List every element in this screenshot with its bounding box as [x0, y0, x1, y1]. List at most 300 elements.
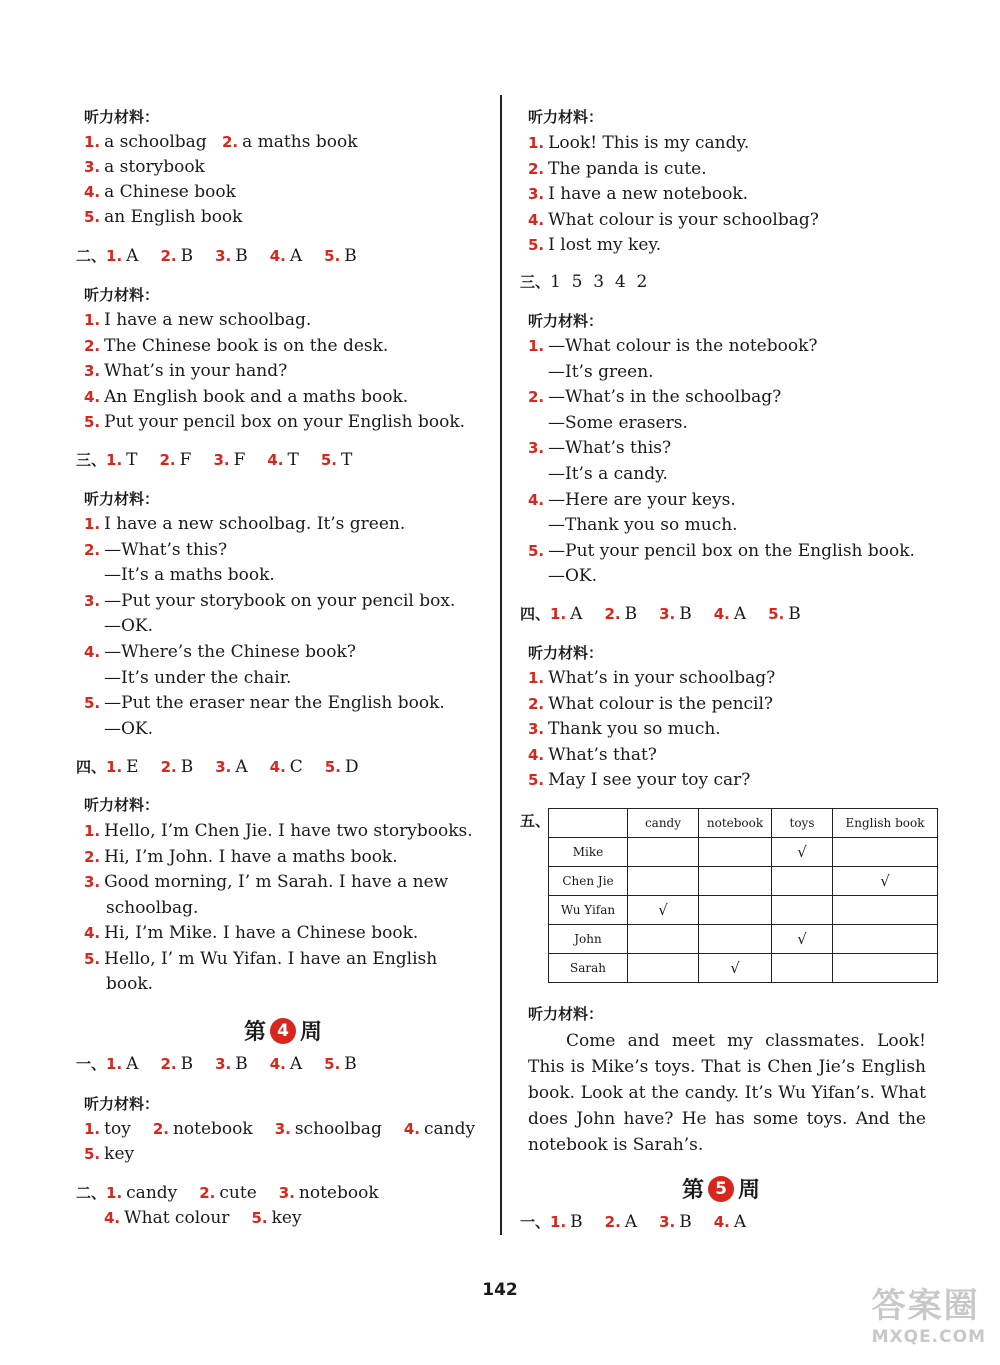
item-number: 1. — [84, 1120, 101, 1138]
item-number: 4. — [84, 183, 101, 201]
table-check-cell — [628, 954, 699, 983]
answer-number: 2. — [160, 1055, 177, 1073]
item-text: —It’s under the chair. — [104, 667, 292, 688]
listening-material-header: 听力材料： — [84, 108, 160, 126]
item-number: 3. — [84, 362, 101, 380]
item-number: 2. — [222, 133, 239, 151]
item-text: Look! This is my candy. — [548, 133, 750, 153]
listening-line — [528, 386, 781, 408]
listening-line — [84, 590, 455, 612]
item-text: toy — [104, 1119, 131, 1139]
answer-number: 2. — [159, 451, 176, 469]
answer-value: E — [126, 757, 139, 777]
item-number: 1. — [84, 133, 101, 151]
week-number-badge: 4 — [270, 1018, 296, 1044]
answer-row-section-3 — [76, 449, 374, 471]
answer-value: T — [341, 450, 353, 470]
answer-value: key — [271, 1208, 302, 1228]
listening-item — [84, 181, 236, 203]
answer-number: 3. — [215, 758, 232, 776]
answer-item — [605, 1212, 637, 1232]
answer-value: F — [233, 450, 246, 470]
listening-line — [84, 871, 448, 893]
listening-line — [548, 463, 668, 485]
listening-item — [528, 718, 721, 740]
answer-number: 4. — [269, 758, 286, 776]
item-number: 2. — [528, 159, 545, 178]
table-check-cell — [699, 867, 772, 896]
item-text: schoolbag. — [106, 897, 199, 918]
answer-value: notebook — [298, 1183, 379, 1203]
answer-value: B — [788, 604, 801, 624]
week-suffix: 周 — [738, 1177, 761, 1203]
answer-value: T — [287, 450, 299, 470]
answer-number: 4. — [104, 1209, 121, 1227]
answer-row-week4-section-2-cont — [104, 1207, 324, 1229]
item-number: 4. — [84, 643, 101, 661]
item-number: 3. — [84, 591, 101, 610]
answer-item — [106, 246, 138, 266]
listening-item — [222, 131, 358, 153]
item-text: I lost my key. — [548, 235, 662, 255]
listening-line — [528, 335, 818, 357]
listening-item — [84, 411, 465, 433]
item-text: candy — [423, 1119, 476, 1139]
listening-material-header: 听力材料： — [84, 490, 160, 508]
item-text: —OK. — [548, 566, 598, 587]
item-text: key — [104, 1144, 135, 1164]
table-check-cell: √ — [772, 838, 833, 867]
item-text: I have a new schoolbag. — [104, 310, 312, 330]
table-check-cell: √ — [699, 954, 772, 983]
listening-line — [548, 361, 654, 383]
answer-item — [213, 450, 245, 470]
answer-number: 1. — [106, 1184, 123, 1202]
table-check-cell — [628, 867, 699, 896]
answer-item — [106, 450, 137, 470]
item-number: 1. — [528, 337, 545, 355]
answer-item — [324, 246, 357, 266]
item-text: What’s in your schoolbag? — [548, 668, 776, 688]
listening-item — [528, 667, 775, 689]
listening-line — [104, 667, 291, 689]
item-text: Put your pencil box on your English book. — [104, 412, 466, 432]
item-number: 3. — [528, 439, 545, 458]
answer-item — [106, 1054, 138, 1074]
item-number: 1. — [84, 822, 101, 840]
listening-line — [84, 513, 405, 535]
answer-row-section-2 — [76, 245, 379, 267]
answer-number: 2. — [160, 247, 177, 265]
answer-number: 2. — [199, 1184, 216, 1202]
answer-item — [215, 757, 247, 777]
item-text: —Where’s the Chinese book? — [104, 642, 356, 662]
answer-number: 3. — [215, 1055, 232, 1073]
section-5-label: 五、 — [520, 812, 551, 830]
listening-item — [84, 360, 287, 382]
answer-item — [161, 757, 194, 777]
item-text: What’s that? — [548, 744, 657, 765]
item-text: —What colour is the notebook? — [548, 336, 818, 356]
answer-item — [106, 757, 139, 777]
answer-value: A — [289, 246, 303, 266]
listening-line — [84, 820, 473, 842]
item-text: a maths book — [242, 132, 358, 152]
answer-number: 5. — [324, 758, 341, 776]
listening-line — [84, 539, 227, 561]
listening-line — [528, 540, 915, 562]
table-check-cell — [772, 954, 833, 983]
item-text: I have a new schoolbag. It’s green. — [104, 514, 406, 534]
answer-number: 1. — [106, 758, 123, 776]
table-row — [549, 867, 938, 896]
item-text: book. — [106, 974, 154, 994]
answer-item — [106, 1183, 177, 1203]
answer-value: A — [289, 1054, 303, 1074]
answer-item — [714, 604, 746, 624]
table-row-name: Mike — [549, 838, 628, 867]
listening-line — [548, 514, 738, 536]
table-row-name: Wu Yifan — [549, 896, 628, 925]
item-number: 5. — [528, 771, 545, 790]
answer-value: B — [180, 246, 194, 266]
listening-line — [548, 565, 597, 587]
answer-item — [160, 246, 193, 266]
table-check-cell — [699, 925, 772, 954]
answer-value: cute — [219, 1183, 257, 1203]
listening-line — [528, 489, 736, 511]
item-number: 2. — [84, 336, 101, 355]
listening-item — [528, 769, 750, 791]
table-header-row — [549, 809, 938, 838]
table-check-cell — [833, 838, 938, 867]
item-text: —What’s this? — [104, 539, 228, 560]
answer-number: 5. — [324, 1055, 341, 1073]
word-item — [404, 1119, 475, 1139]
section-label: 三、 — [76, 451, 107, 469]
item-text: I have a new notebook. — [548, 184, 749, 204]
item-text: —What’s this? — [548, 438, 672, 459]
listening-material-header: 听力材料： — [84, 286, 160, 304]
week-4-heading — [244, 1015, 322, 1046]
listening-item — [84, 156, 205, 178]
answer-item — [270, 1054, 302, 1074]
answer-value: A — [733, 604, 747, 624]
week-5-heading — [682, 1173, 760, 1204]
table-row-name: John — [549, 925, 628, 954]
item-text: The panda is cute. — [548, 158, 707, 179]
table-check-cell — [772, 896, 833, 925]
listening-item — [84, 309, 311, 331]
item-text: Hi, I’m Mike. I have a Chinese book. — [104, 923, 419, 943]
item-number: 5. — [528, 236, 545, 254]
listening-line — [84, 692, 445, 714]
watermark-logo — [872, 1278, 986, 1347]
section-label: 二、 — [76, 1184, 107, 1202]
answer-value: C — [289, 757, 303, 777]
listening-line — [104, 615, 153, 637]
answer-item — [160, 1054, 193, 1074]
answer-sequence: 1 5 3 4 2 — [550, 272, 648, 292]
answer-item — [659, 1212, 692, 1232]
item-number: 3. — [274, 1120, 291, 1138]
item-number: 4. — [528, 745, 545, 764]
listening-material-header: 听力材料： — [84, 796, 160, 814]
listening-item — [528, 132, 749, 154]
word-item — [84, 1119, 131, 1139]
answer-value: What colour — [124, 1208, 230, 1228]
listening-item — [528, 183, 748, 205]
answer-number: 5. — [768, 605, 785, 623]
item-number: 3. — [84, 158, 101, 176]
item-text: —It’s a candy. — [548, 464, 668, 484]
listening-item — [84, 131, 207, 153]
answer-number: 3. — [659, 605, 676, 623]
table-check-cell — [699, 896, 772, 925]
table-row — [549, 838, 938, 867]
answer-number: 4. — [269, 247, 286, 265]
word-item — [153, 1119, 253, 1139]
item-text: —Some erasers. — [548, 412, 688, 433]
answer-row-section-3 — [520, 271, 647, 293]
table-header-cell: candy — [628, 809, 699, 838]
answer-value: candy — [126, 1183, 178, 1203]
table-check-cell: √ — [772, 925, 833, 954]
item-text: Thank you so much. — [548, 719, 721, 740]
answer-number: 1. — [550, 1213, 567, 1231]
answer-item — [160, 450, 192, 470]
item-number: 3. — [528, 720, 545, 739]
item-text: Good morning, I’ m Sarah. I have a new — [104, 872, 449, 892]
item-text: —It’s green. — [548, 361, 654, 382]
table-check-cell — [628, 838, 699, 867]
table-check-cell — [699, 838, 772, 867]
listening-material-header: 听力材料： — [528, 644, 604, 662]
answer-row-section-4 — [520, 603, 823, 625]
listening-line — [106, 897, 198, 919]
item-text: May I see your toy car? — [548, 770, 751, 791]
item-text: An English book and a maths book. — [104, 386, 409, 407]
listening-item — [84, 206, 242, 228]
item-text: an English book — [104, 207, 243, 227]
listening-item — [528, 209, 819, 231]
section-label: 四、 — [520, 605, 551, 623]
listening-line — [84, 846, 398, 868]
answer-row-section-4 — [76, 756, 381, 778]
table-header-cell: notebook — [699, 809, 772, 838]
item-number: 5. — [528, 541, 545, 560]
word-item — [84, 1144, 134, 1164]
answer-number: 1. — [550, 605, 567, 623]
item-text: —OK. — [104, 718, 154, 739]
answer-number: 3. — [213, 451, 230, 469]
item-text: What’s in your hand? — [104, 361, 288, 381]
answer-number: 3. — [278, 1184, 295, 1202]
answer-item — [714, 1212, 746, 1232]
item-text: —Put the eraser near the English book. — [104, 693, 445, 714]
answer-row-week5-section-1 — [520, 1211, 768, 1233]
answer-item — [550, 1212, 583, 1232]
answer-value: B — [679, 604, 692, 624]
table-check-cell: √ — [833, 867, 938, 896]
table-row — [549, 896, 938, 925]
table-check-cell: √ — [628, 896, 699, 925]
answer-value: B — [679, 1212, 692, 1232]
answer-number: 4. — [713, 1213, 730, 1231]
answer-value: A — [624, 1212, 638, 1232]
answer-value: B — [344, 1054, 357, 1074]
listening-item — [528, 158, 707, 180]
answer-number: 2. — [604, 1213, 621, 1231]
answer-item — [267, 450, 298, 470]
table-row-name: Chen Jie — [549, 867, 628, 896]
item-text: notebook — [172, 1119, 253, 1139]
answer-number: 5. — [320, 451, 337, 469]
answer-item — [215, 246, 248, 266]
item-text: —Here are your keys. — [548, 489, 736, 510]
week-prefix: 第 — [682, 1177, 705, 1203]
column-divider — [500, 95, 502, 1235]
section-label: 一、 — [520, 1213, 551, 1231]
answer-value: A — [570, 604, 583, 624]
item-number: 3. — [528, 185, 545, 203]
answer-number: 5. — [324, 247, 341, 265]
watermark-cn: 答案圈 — [871, 1286, 980, 1326]
item-number: 4. — [84, 924, 101, 942]
answer-value: B — [624, 604, 638, 624]
answer-value: A — [126, 1054, 139, 1074]
listening-material-header: 听力材料： — [528, 312, 604, 330]
answer-number: 2. — [604, 605, 621, 623]
word-list-row — [84, 1143, 156, 1165]
listening-material-header: 听力材料： — [84, 1095, 160, 1113]
answer-number: 2. — [160, 758, 177, 776]
answer-row-week4-section-1 — [76, 1053, 379, 1075]
table-check-cell — [772, 867, 833, 896]
section-label: 二、 — [76, 247, 107, 265]
item-number: 4. — [403, 1120, 420, 1138]
answer-item — [550, 604, 582, 624]
item-text: schoolbag — [294, 1119, 382, 1139]
table-header-cell — [549, 809, 628, 838]
table-check-cell — [833, 954, 938, 983]
answer-item — [279, 1183, 379, 1203]
answer-value: B — [344, 246, 357, 266]
item-number: 3. — [84, 873, 101, 891]
item-text: Hello, I’ m Wu Yifan. I have an English — [104, 948, 438, 969]
listening-paragraph: Come and meet my classmates. Look! This is Mike’s toys. That is Chen Jie’s English book. Look at the candy. It’s Wu Yifan’s. What does John have? He has some toys. And the notebook is Sarah’s. — [528, 1031, 926, 1155]
word-list-row — [84, 1118, 497, 1140]
answer-item — [325, 757, 359, 777]
answer-item — [659, 604, 692, 624]
answer-value: F — [179, 450, 192, 470]
item-number: 2. — [84, 847, 101, 866]
listening-line — [84, 922, 418, 944]
answer-item — [104, 1208, 229, 1228]
item-number: 4. — [528, 210, 545, 229]
answer-value: T — [126, 450, 138, 470]
item-text: —It’s a maths book. — [104, 565, 275, 586]
answer-item — [768, 604, 801, 624]
table-row — [549, 954, 938, 983]
table-header-cell: toys — [772, 809, 833, 838]
item-text: a Chinese book — [104, 182, 236, 202]
listening-item — [528, 234, 661, 256]
listening-line — [528, 437, 671, 459]
item-number: 4. — [528, 490, 545, 509]
item-text: What colour is the pencil? — [548, 693, 774, 714]
listening-line — [104, 718, 153, 740]
answer-number: 1. — [106, 247, 123, 265]
answer-item — [604, 604, 637, 624]
week-prefix: 第 — [244, 1019, 267, 1045]
item-number: 4. — [84, 387, 101, 406]
item-number: 1. — [528, 134, 545, 152]
week-number-badge: 5 — [708, 1176, 734, 1202]
listening-item — [84, 386, 408, 408]
answer-value: A — [126, 246, 139, 266]
item-number: 2. — [528, 388, 545, 407]
answer-item — [270, 246, 302, 266]
answer-number: 4. — [713, 605, 730, 623]
listening-line — [84, 641, 356, 663]
table-row-name: Sarah — [549, 954, 628, 983]
table-check-cell — [833, 896, 938, 925]
item-text: Hello, I’m Chen Jie. I have two storybooks. — [104, 821, 473, 841]
item-text: —Put your storybook on your pencil box. — [104, 590, 456, 611]
answer-number: 4. — [267, 451, 284, 469]
answer-item — [215, 1054, 248, 1074]
item-number: 1. — [84, 515, 101, 533]
item-number: 1. — [84, 311, 101, 329]
section-label: 一、 — [76, 1055, 107, 1073]
answer-value: A — [235, 757, 248, 777]
answer-item — [321, 450, 352, 470]
answer-value: B — [180, 1054, 194, 1074]
week-suffix: 周 — [300, 1019, 323, 1045]
listening-line — [548, 412, 688, 434]
item-text: Hi, I’m John. I have a maths book. — [104, 846, 398, 867]
listening-material-header: 听力材料： — [528, 1005, 604, 1023]
section-label: 四、 — [76, 758, 107, 776]
answer-value: B — [235, 1054, 248, 1074]
table-row — [549, 925, 938, 954]
item-number: 1. — [528, 669, 545, 687]
answer-row-week4-section-2 — [76, 1182, 401, 1204]
item-text: a schoolbag — [104, 132, 207, 152]
item-number: 5. — [84, 694, 101, 713]
item-text: —Thank you so much. — [548, 515, 738, 536]
item-text: —OK. — [104, 616, 154, 637]
answer-value: B — [180, 757, 194, 777]
answer-number: 1. — [106, 1055, 123, 1073]
item-text: —Put your pencil box on the English book. — [548, 540, 915, 561]
listening-line — [84, 948, 437, 970]
item-number: 5. — [84, 949, 101, 968]
table-check-cell — [628, 925, 699, 954]
item-text: The Chinese book is on the desk. — [104, 335, 389, 356]
listening-material-header: 听力材料： — [528, 108, 604, 126]
answer-number: 3. — [215, 247, 232, 265]
listening-line — [104, 564, 275, 586]
answer-number: 4. — [269, 1055, 286, 1073]
listening-item — [528, 693, 773, 715]
page-number: 142 — [482, 1280, 518, 1300]
table-header-cell: English book — [833, 809, 938, 838]
answer-item — [324, 1054, 357, 1074]
listening-item — [84, 335, 388, 357]
answer-number: 1. — [106, 451, 123, 469]
